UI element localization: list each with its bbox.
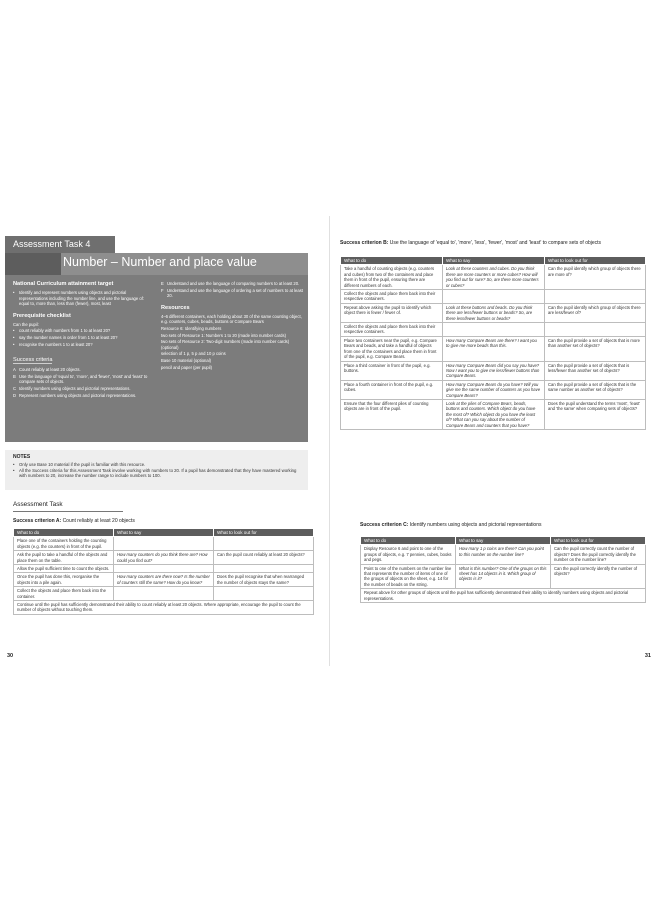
table-row: Repeat above asking the pupil to identify which object there is fewer / fewer of. Look at these buttons and beads. Do you think there are less/fewer buttons or beads? So, are there less/fewer buttons or beads? Can the pupil identify which group of objects there are less/fewer of? <box>341 303 646 322</box>
table-row: Collect the objects and place them back into their respective containers. <box>341 323 646 337</box>
column-header: What to say <box>114 529 214 537</box>
column-header: What to do <box>361 537 456 545</box>
resource-item: two sets of Resource 1: Numbers 1 to 20 (made into number cards) <box>161 332 286 338</box>
prereq-item: • say the number names in order from 1 to at least 20? <box>13 334 118 340</box>
prereq-heading: Prerequisite checklist <box>13 312 71 319</box>
table-header-row <box>14 529 314 537</box>
column-header: What to do <box>341 257 443 265</box>
criterion-a: Success criterion A: Count reliably at least 20 objects <box>13 518 135 524</box>
column-header: What to do <box>14 529 114 537</box>
success-item: E Understand and use the language of comparing numbers to at least 20. <box>161 281 300 286</box>
table-row: Collect the objects and place them back into their respective containers. <box>341 290 646 304</box>
overview-column-left <box>13 281 153 399</box>
overview-column-right <box>161 281 303 371</box>
notes-box <box>5 450 308 490</box>
notes-heading: NOTES <box>13 454 31 460</box>
success-criteria-heading: Success criteria <box>13 357 53 364</box>
prereq-item: • count reliably with numbers from 1 to at least 20? <box>13 328 111 334</box>
resource-item: pencil and paper (per pupil) <box>161 364 212 370</box>
success-item: B Use the language of 'equal to', 'more', and 'fewer', 'most' and 'least' to compare sets of objects. <box>13 373 148 385</box>
heading-rule <box>13 511 123 512</box>
table-row: Place a third container in front of the pupil, e.g. buttons. How many Compare Bears did you say you have? Now I want you to give me less/fewer buttons than Compare Bears. Can the pupil provide a set of objects that is less/fewer than another set of objects? <box>341 361 646 380</box>
attainment-item: • Identify and represent numbers using objects and pictorial representations including the number line, and use the language of: equal to, more than, less than (fewer), most, least <box>13 290 145 307</box>
assessment-task-heading: Assessment Task <box>13 501 63 508</box>
column-header: What to say <box>443 257 545 265</box>
prereq-item: • recognise the numbers 1 to at least 20? <box>13 341 93 347</box>
table-row: Ensure that the four different piles of counting objects are in front of the pupil. Look at the piles of Compare Bears, beads, buttons and counters. Which object do you have the most of? Which object do you have the least of? What can you say about the number of Compare Bears and counters that you have? Does the pupil understand the terms 'most', 'least' and 'the same' when comparing sets of objects? <box>341 399 646 429</box>
column-header: What to look out for <box>551 537 646 545</box>
attainment-heading: National Curriculum attainment target <box>13 281 114 287</box>
column-header: What to look out for <box>545 257 646 265</box>
table-row: Once the pupil has done this, reorganise the objects into a pile again. How many counters are there now? Is the number of counters still the same? How do you know? Does the pupil recognise that when rearranged the number of objects stays the same? <box>14 573 314 587</box>
table-header-row <box>341 257 646 265</box>
table-row: Take a handful of counting objects (e.g. counters and cubes) from two of the containers and place them in front of the pupil, ensuring there are different numbers of each. Look at these counters and cubes. Do you think there are more counters or more cubes? How will you find out for sure? So, are there more counters or cubes? Can the pupil identify which group of objects there are more of? <box>341 265 646 290</box>
book-spread <box>5 216 655 666</box>
criterion-c: Success criterion C: Identify numbers using objects and pictorial representations <box>360 522 542 528</box>
table-row: Display Resource 6 and point to one of the groups of objects, e.g. 7 pennies, cubes, books and pegs. How many 1 p coins are there? Can you point to this number on the number line? Can the pupil correctly count the number of objects? Does the pupil correctly identify the number on the number line? <box>361 545 646 564</box>
success-item: C Identify numbers using objects and pictorial representations. <box>13 385 131 391</box>
table-footer-row: Repeat above for other groups of objects until the pupil has sufficiently demonstrated their ability to identify numbers using objects and pictorial representations. <box>361 589 646 603</box>
resource-item: Resource 6: Identifying numbers <box>161 325 222 331</box>
table-row: Ask the pupil to take a handful of the objects and place them on the table. How many counters do you think there are? How could you find out? Can the pupil count reliably at least 20 objects? <box>14 551 314 565</box>
resources-heading: Resources <box>161 304 190 311</box>
prereq-intro: Can the pupil: <box>13 321 39 327</box>
assessment-task-header: Assessment Task 4 <box>5 236 115 253</box>
overview-panel <box>5 275 308 442</box>
resource-item: Base 10 material (optional) <box>161 357 212 363</box>
success-item: A Count reliably at least 20 objects. <box>13 367 81 373</box>
table-header-row <box>361 537 646 545</box>
table-footer-row: Continue until the pupil has sufficiently demonstrated their ability to count reliably at least 20 objects. Where appropriate, encourage the pupil to count the number of objects without touching them. <box>14 601 314 615</box>
page-number: 31 <box>644 653 651 659</box>
table-row: Allow the pupil sufficient time to count the objects. <box>14 565 314 573</box>
column-header: What to look out for <box>214 529 314 537</box>
table-row: Place two containers near the pupil, e.g. Compare Bears and beads, and take a handful of objects from one of the containers and place them in front of the pupil, e.g. Compare Bears. How many Compare Bears are there? I want you to give me more beads than this. Can the pupil provide a set of objects that is more than another set of objects? <box>341 336 646 361</box>
page-title: Number – Number and place value <box>63 255 257 269</box>
note-item: • Only use Base 10 material if the pupil is familiar with this resource. <box>13 462 146 467</box>
right-page <box>330 216 655 666</box>
note-item: • All the Success criteria for this Assessment Task involve working with numbers to 20. If a pupil has demonstrated that they have mastered working with numbers to 20, increase the number range to include numbers to 100. <box>13 467 297 479</box>
table-row: Point to one of the numbers on the number line that represents the number of items of one of the groups of objects on the sheet, e.g. 14 for the number of beads on the string. What is this number? One of the groups on this sheet has 14 objects in it. Which group of objects is it? Can the pupil correctly identify the number of objects? <box>361 564 646 589</box>
resource-item: selection of 1 p, 5 p and 10 p coins <box>161 351 226 357</box>
resource-item: two sets of Resource 2: Two-digit numbers (made into number cards) (optional) <box>161 339 290 350</box>
table-row: Place a fourth container in front of the pupil, e.g. cubes. How many Compare Bears do you have? Will you give me the same number of counters as you have Compare Bears? Can the pupil provide a set of objects that is the same number as another set of objects? <box>341 380 646 399</box>
table-row: Place one of the containers holding the counting objects (e.g. the counters) in front of the pupil. <box>14 537 314 551</box>
left-page <box>5 216 330 666</box>
criterion-b: Success criterion B: Use the language of 'equal to', 'more', 'less', 'fewer', 'most' and 'least' to compare sets of objects <box>340 240 602 246</box>
criterion-a-table <box>13 528 314 615</box>
column-header: What to say <box>456 537 551 545</box>
resource-item: 4–6 different containers, each holding about 30 of the same counting object, e.g. counters, cubes, beads, buttons or Compare Bears <box>161 313 302 325</box>
table-row: Collect the objects and place them back into the container. <box>14 587 314 601</box>
success-item: D Represent numbers using objects and pictorial representations. <box>13 392 137 398</box>
page-number: 30 <box>7 653 14 659</box>
title-band-accent <box>5 253 61 275</box>
success-item: F Understand and use the language of ordering a set of numbers to at least 20. <box>161 287 303 299</box>
criterion-b-table <box>340 256 646 430</box>
criterion-c-table <box>360 536 646 603</box>
